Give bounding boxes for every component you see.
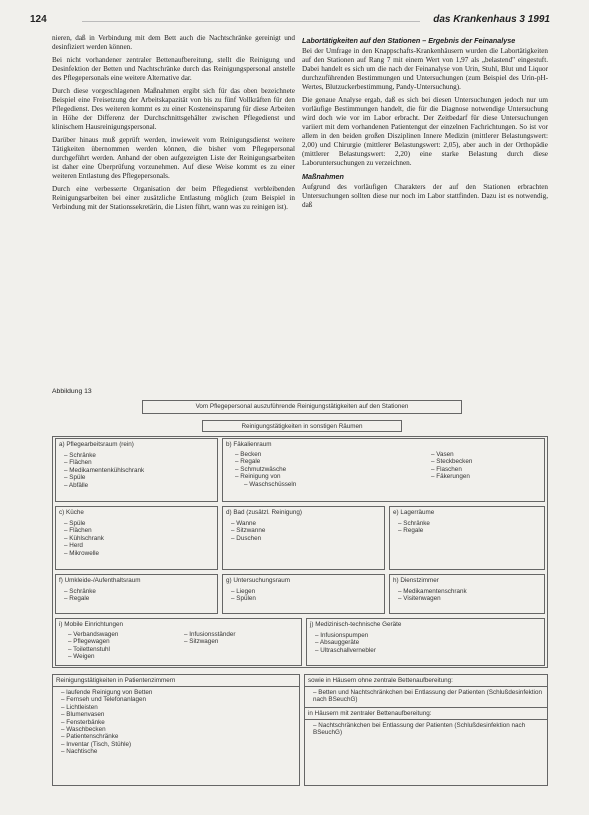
- box-e: [389, 506, 545, 570]
- header-rule: [82, 21, 420, 22]
- box-c: [55, 506, 218, 570]
- list-item: – Waschbecken: [61, 726, 299, 733]
- list-item: – laufende Reinigung von Betten: [61, 689, 299, 696]
- box-b-title: b) Fäkalienraum: [226, 441, 272, 448]
- list-item: – Sitzwagen: [184, 638, 235, 645]
- list-item: – Patientenschränke: [61, 733, 299, 740]
- list-item: – Reinigung von: [235, 473, 296, 480]
- list-item: – Medikamentenschrank: [398, 588, 544, 595]
- paragraph: Aufgrund des vorläufigen Charakters der auf den Stationen erbrachten Untersuchungen sollten diese nur noch im Labor stattfinden. Dazu ist es notwendig, daß: [302, 183, 548, 209]
- list-item: – Vasen: [431, 451, 472, 458]
- box-j: [306, 618, 545, 666]
- list-item: – Absauggeräte: [315, 639, 544, 646]
- list-item: – Pflegewagen: [68, 638, 118, 645]
- patient-rooms-title: Reinigungstätigkeiten in Patientenzimmern: [53, 675, 299, 687]
- paragraph: Bei der Umfrage in den Knappschafts-Krankenhäusern wurden die Labortätigkeiten auf den Stationen auf Rang 7 mit einem Wert von 1,97 als „belastend" eingestuft. Dabei handelt es sich um die nach der Feinanalyse von Urin, Stuhl, Blut und Liquor durchzuführenden Bestimmungen und Untersuchungen (zum Beispiel des Urin-pH-Wertes, Blutzuckerbestimmung, Pandy-Untersuchung).: [302, 47, 548, 91]
- paragraph: Durch diese vorgeschlagenen Maßnahmen ergibt sich für das oben bezeichnete Beispiel eine Freisetzung der Arbeitskapazität von bis zu fünf Vollkräften für den Pflegedienst. Des weiteren kommt es zu einer Kosteneinsparung für diese Arbeiten in Höhe der Differenz der Durchschnittsgehälter zwischen Pflegedienst und klinischem Hausreinigungspersonal.: [52, 87, 295, 131]
- page-number: 124: [30, 14, 47, 25]
- list-item: – Regale: [235, 458, 296, 465]
- list-item: – Lichtleisten: [61, 704, 299, 711]
- list-item: – Wanne: [231, 520, 384, 527]
- list-item: – Ultraschallvernebler: [315, 647, 544, 654]
- list-item: – Regale: [64, 595, 217, 602]
- journal-title: das Krankenhaus 3 1991: [433, 14, 550, 25]
- box-h: [389, 574, 545, 614]
- list-item: – Mikrowelle: [64, 550, 217, 557]
- list-item: – Herd: [64, 542, 217, 549]
- list-item: – Becken: [235, 451, 296, 458]
- list-item: – Abfälle: [64, 482, 217, 489]
- list-item: – Infusionspumpen: [315, 632, 544, 639]
- box-c-title: c) Küche: [59, 509, 84, 516]
- list-item: – Kühlschrank: [64, 535, 217, 542]
- figure-caption: Abbildung 13: [52, 388, 92, 395]
- list-item: – Blumenvasen: [61, 711, 299, 718]
- second-bar: Reinigungstätigkeiten in sonstigen Räumen: [202, 420, 402, 432]
- list-item: – Spülen: [231, 595, 384, 602]
- list-item: – Medikamentenkühlschrank: [64, 467, 217, 474]
- list-item: – Verbandswagen: [68, 631, 118, 638]
- paragraph: Darüber hinaus muß geprüft werden, inwieweit vom Reinigungsdienst weitere Tätigkeiten übernommen werden können, die bisher vom Pflegepersonal durchgeführt werden. Anhand der oben aufgezeigten Liste der Reinigungsarbeiten ist daher eine Überprüfung vorzunehmen. Auf diese Weise kommt es zu einer weiteren Entlastung des Pflegepersonals.: [52, 136, 295, 180]
- list-item: – Betten und Nachtschränkchen bei Entlassung der Patienten (Schlußdesinfektion nach BSeuchG): [313, 689, 547, 704]
- list-item: – Toilettenstuhl: [68, 646, 118, 653]
- section-heading: Labortätigkeiten auf den Stationen – Ergebnis der Feinanalyse: [302, 36, 516, 45]
- box-i-title: i) Mobile Einrichtungen: [59, 621, 124, 628]
- list-item: – Schränke: [398, 520, 544, 527]
- box-j-title: j) Medizinisch-technische Geräte: [310, 621, 402, 628]
- list-item: – Visitenwagen: [398, 595, 544, 602]
- paragraph: Bei nicht vorhandener zentraler Bettenaufbereitung, stellt die Reinigung und Desinfektion der Betten und Nachtschränke durch das Reinigungspersonal anstelle des Pflegepersonals eine weitere Alternative dar.: [52, 56, 295, 82]
- list-item: – Spüle: [64, 520, 217, 527]
- list-item: – Nachtschränkchen bei Entlassung der Patienten (Schlußdesinfektion nach BSeuchG): [313, 722, 547, 737]
- box-g-title: g) Untersuchungsraum: [226, 577, 291, 584]
- no-central-title: sowie in Häusern ohne zentrale Bettenaufbereitung:: [305, 675, 547, 687]
- box-bed-processing: [304, 674, 548, 786]
- list-item: – Schmutzwäsche: [235, 466, 296, 473]
- list-item: – Schränke: [64, 588, 217, 595]
- paragraph: Die genaue Analyse ergab, daß es sich bei diesen Untersuchungen jedoch nur um vorläufige Bestimmungen handelt, die für die Diagnose notwendige Untersuchung wird doch wie vor im Labor erbracht. Der Zeitbedarf für diese Untersuchungen variiert mit dem vorhandenen Patientengut der einzelnen Fachrichtungen. So ist vor allem in den beiden großen Disziplinen Innere Medizin (mittlerer Belastungswert: 2,00) und Chirurgie (mittlerer Belastungswert: 2,05), aber auch in der Orthopädie (mittlerer Belastungswert: 2,20) eine starke Belastung durch diese Laboruntersuchungen zu verzeichnen.: [302, 96, 548, 167]
- page-header: [30, 14, 550, 30]
- box-h-title: h) Dienstzimmer: [393, 577, 439, 584]
- box-a-title: a) Pflegearbeitsraum (rein): [59, 441, 134, 448]
- box-f-title: f) Umkleide-/Aufenthaltsraum: [59, 577, 141, 584]
- list-item: – Inventar (Tisch, Stühle): [61, 741, 299, 748]
- figure-diagram: [52, 398, 548, 790]
- box-d: [222, 506, 385, 570]
- list-item: – Flächen: [64, 459, 217, 466]
- paragraph: Durch eine verbesserte Organisation der beim Pflegedienst verbleibenden Reinigungsarbeiten bei einer zusätzliche Entlastung möglich (zum Beispiel in Verbindung mit der Stationssekretärin, die Listen führt, wann was zu reinigen ist).: [52, 185, 295, 211]
- box-d-title: d) Bad (zusätzl. Reinigung): [226, 509, 302, 516]
- list-item: – Flaschen: [431, 466, 472, 473]
- list-item: – Schränke: [64, 452, 217, 459]
- list-item: – Flächen: [64, 527, 217, 534]
- box-b: [222, 438, 545, 502]
- list-item: – Duschen: [231, 535, 384, 542]
- list-item: – Weigen: [68, 653, 118, 660]
- list-item: – Waschschüsseln: [235, 481, 296, 488]
- list-item: – Spüle: [64, 474, 217, 481]
- box-i: [55, 618, 302, 666]
- list-item: – Infusionsständer: [184, 631, 235, 638]
- top-bar: Vom Pflegepersonal auszuführende Reinigungstätigkeiten auf den Stationen: [142, 400, 462, 414]
- list-item: – Steckbecken: [431, 458, 472, 465]
- list-item: – Regale: [398, 527, 544, 534]
- box-e-title: e) Lagerräume: [393, 509, 435, 516]
- list-item: – Fernseh und Telefonanlagen: [61, 696, 299, 703]
- box-a: [55, 438, 218, 502]
- subsection-heading: Maßnahmen: [302, 172, 344, 181]
- list-item: – Sitzwanne: [231, 527, 384, 534]
- box-g: [222, 574, 385, 614]
- list-item: – Fäkerungen: [431, 473, 472, 480]
- box-patient-rooms: [52, 674, 300, 786]
- box-f: [55, 574, 218, 614]
- list-item: – Nachtische: [61, 748, 299, 755]
- list-item: – Fensterbänke: [61, 719, 299, 726]
- list-item: – Liegen: [231, 588, 384, 595]
- with-central-title: in Häusern mit zentraler Bettenaufbereitung:: [305, 708, 547, 720]
- left-column: [52, 34, 295, 216]
- right-column: [302, 34, 548, 214]
- paragraph: nieren, daß in Verbindung mit dem Bett auch die Nachtschränke gereinigt und desinfiziert werden können.: [52, 34, 295, 51]
